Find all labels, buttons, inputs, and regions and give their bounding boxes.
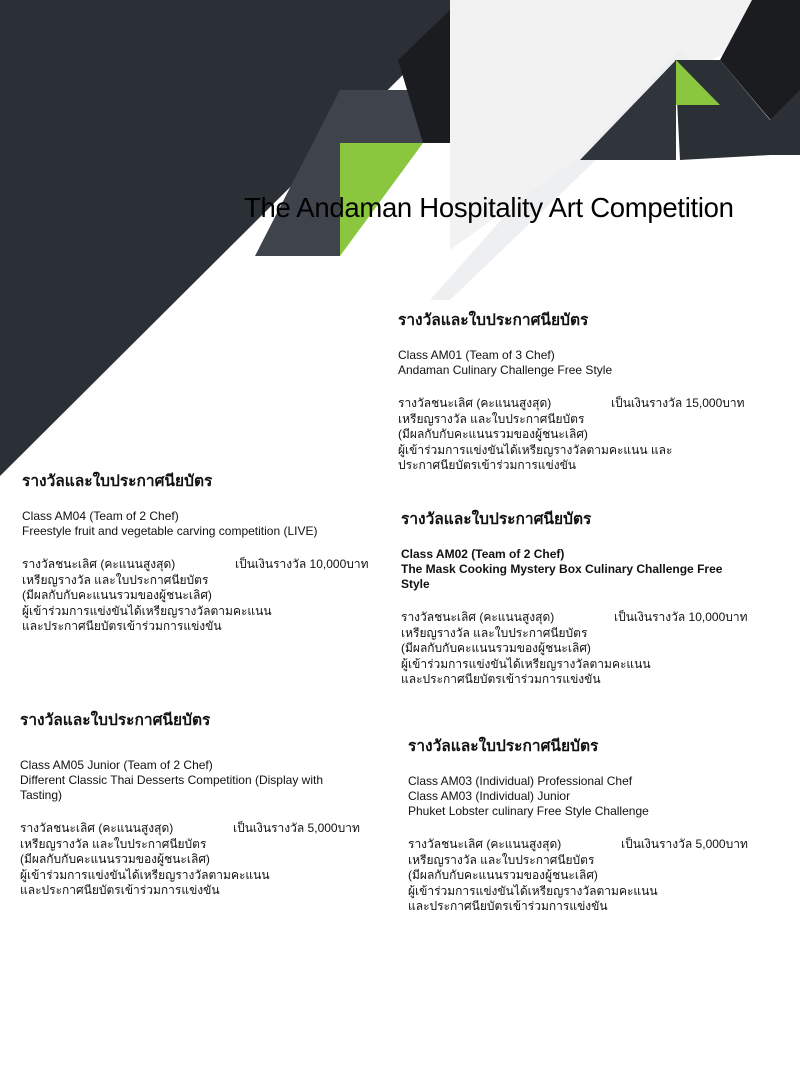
prize-label: รางวัลชนะเลิศ (คะแนนสูงสุด) [22, 557, 176, 571]
detail-line: และประกาศนียบัตรเข้าร่วมการแข่งขัน [20, 883, 220, 897]
class-line: Andaman Culinary Challenge Free Style [398, 363, 613, 377]
prize-card-am03 [408, 738, 768, 915]
detail-line: ผู้เข้าร่วมการแข่งขันได้เหรียญรางวัลตามคะแนน และ [398, 442, 673, 457]
prize-label: รางวัลชนะเลิศ (คะแนนสูงสุด) [401, 610, 555, 624]
prize-card-am01 [398, 312, 758, 474]
prize-amount: เป็นเงินรางวัล 10,000บาท [235, 557, 369, 571]
class-line: Phuket Lobster culinary Free Style Challenge [408, 804, 649, 818]
detail-line: (มีผลกับกับคะแนนรวมของผู้ชนะเลิศ) [20, 852, 210, 866]
card-heading: รางวัลและใบประกาศนียบัตร [398, 312, 589, 329]
detail-line: (มีผลกับกับคะแนนรวมของผู้ชนะเลิศ) [408, 868, 598, 882]
detail-line: (มีผลกับกับคะแนนรวมของผู้ชนะเลิศ) [398, 427, 588, 441]
class-line: Class AM01 (Team of 3 Chef) [398, 348, 555, 362]
prize-card-am02 [401, 511, 761, 688]
prize-label: รางวัลชนะเลิศ (คะแนนสูงสุด) [20, 821, 174, 835]
detail-line: และประกาศนียบัตรเข้าร่วมการแข่งขัน [401, 672, 601, 686]
detail-line: (มีผลกับกับคะแนนรวมของผู้ชนะเลิศ) [22, 588, 212, 602]
prize-card-am05 [20, 712, 380, 899]
detail-line: ผู้เข้าร่วมการแข่งขันได้เหรียญรางวัลตามคะแนน [401, 656, 651, 671]
prize-card-am04 [22, 473, 382, 635]
detail-line: (มีผลกับกับคะแนนรวมของผู้ชนะเลิศ) [401, 641, 591, 655]
card-heading: รางวัลและใบประกาศนียบัตร [22, 473, 213, 490]
card-heading: รางวัลและใบประกาศนียบัตร [408, 738, 599, 755]
class-line: Tasting) [20, 788, 63, 802]
detail-line: ผู้เข้าร่วมการแข่งขันได้เหรียญรางวัลตามคะแนน [408, 883, 658, 898]
class-line: Class AM05 Junior (Team of 2 Chef) [20, 758, 213, 772]
prize-amount: เป็นเงินรางวัล 5,000บาท [233, 821, 360, 835]
class-line: Different Classic Thai Desserts Competition (Display with [20, 773, 323, 787]
prize-label: รางวัลชนะเลิศ (คะแนนสูงสุด) [408, 837, 562, 851]
detail-line: เหรียญรางวัล และใบประกาศนียบัตร [401, 625, 588, 640]
detail-line: ประกาศนียบัตรเข้าร่วมการแข่งขัน [398, 458, 577, 472]
detail-line: ผู้เข้าร่วมการแข่งขันได้เหรียญรางวัลตามคะแนน [20, 867, 270, 882]
detail-line: เหรียญรางวัล และใบประกาศนียบัตร [22, 572, 209, 587]
detail-line: เหรียญรางวัล และใบประกาศนียบัตร [408, 852, 595, 867]
card-heading: รางวัลและใบประกาศนียบัตร [401, 511, 592, 528]
prize-amount: เป็นเงินรางวัล 5,000บาท [621, 837, 748, 851]
detail-line: ผู้เข้าร่วมการแข่งขันได้เหรียญรางวัลตามคะแนน [22, 603, 272, 618]
card-heading: รางวัลและใบประกาศนียบัตร [20, 712, 211, 729]
prize-amount: เป็นเงินรางวัล 10,000บาท [614, 610, 748, 624]
detail-line: เหรียญรางวัล และใบประกาศนียบัตร [398, 411, 585, 426]
page-title: The Andaman Hospitality Art Competition [244, 192, 734, 223]
class-line: Class AM03 (Individual) Professional Chef [408, 774, 633, 788]
prize-amount: เป็นเงินรางวัล 15,000บาท [611, 396, 745, 410]
class-line: Style [401, 577, 430, 591]
class-line: Class AM03 (Individual) Junior [408, 789, 571, 803]
detail-line: และประกาศนียบัตรเข้าร่วมการแข่งขัน [408, 899, 608, 913]
detail-line: และประกาศนียบัตรเข้าร่วมการแข่งขัน [22, 619, 222, 633]
prize-label: รางวัลชนะเลิศ (คะแนนสูงสุด) [398, 396, 552, 410]
class-line: Class AM04 (Team of 2 Chef) [22, 509, 179, 523]
class-line: The Mask Cooking Mystery Box Culinary Challenge Free [401, 562, 723, 576]
class-line: Freestyle fruit and vegetable carving competition (LIVE) [22, 524, 318, 538]
detail-line: เหรียญรางวัล และใบประกาศนียบัตร [20, 836, 207, 851]
class-line: Class AM02 (Team of 2 Chef) [401, 547, 565, 561]
